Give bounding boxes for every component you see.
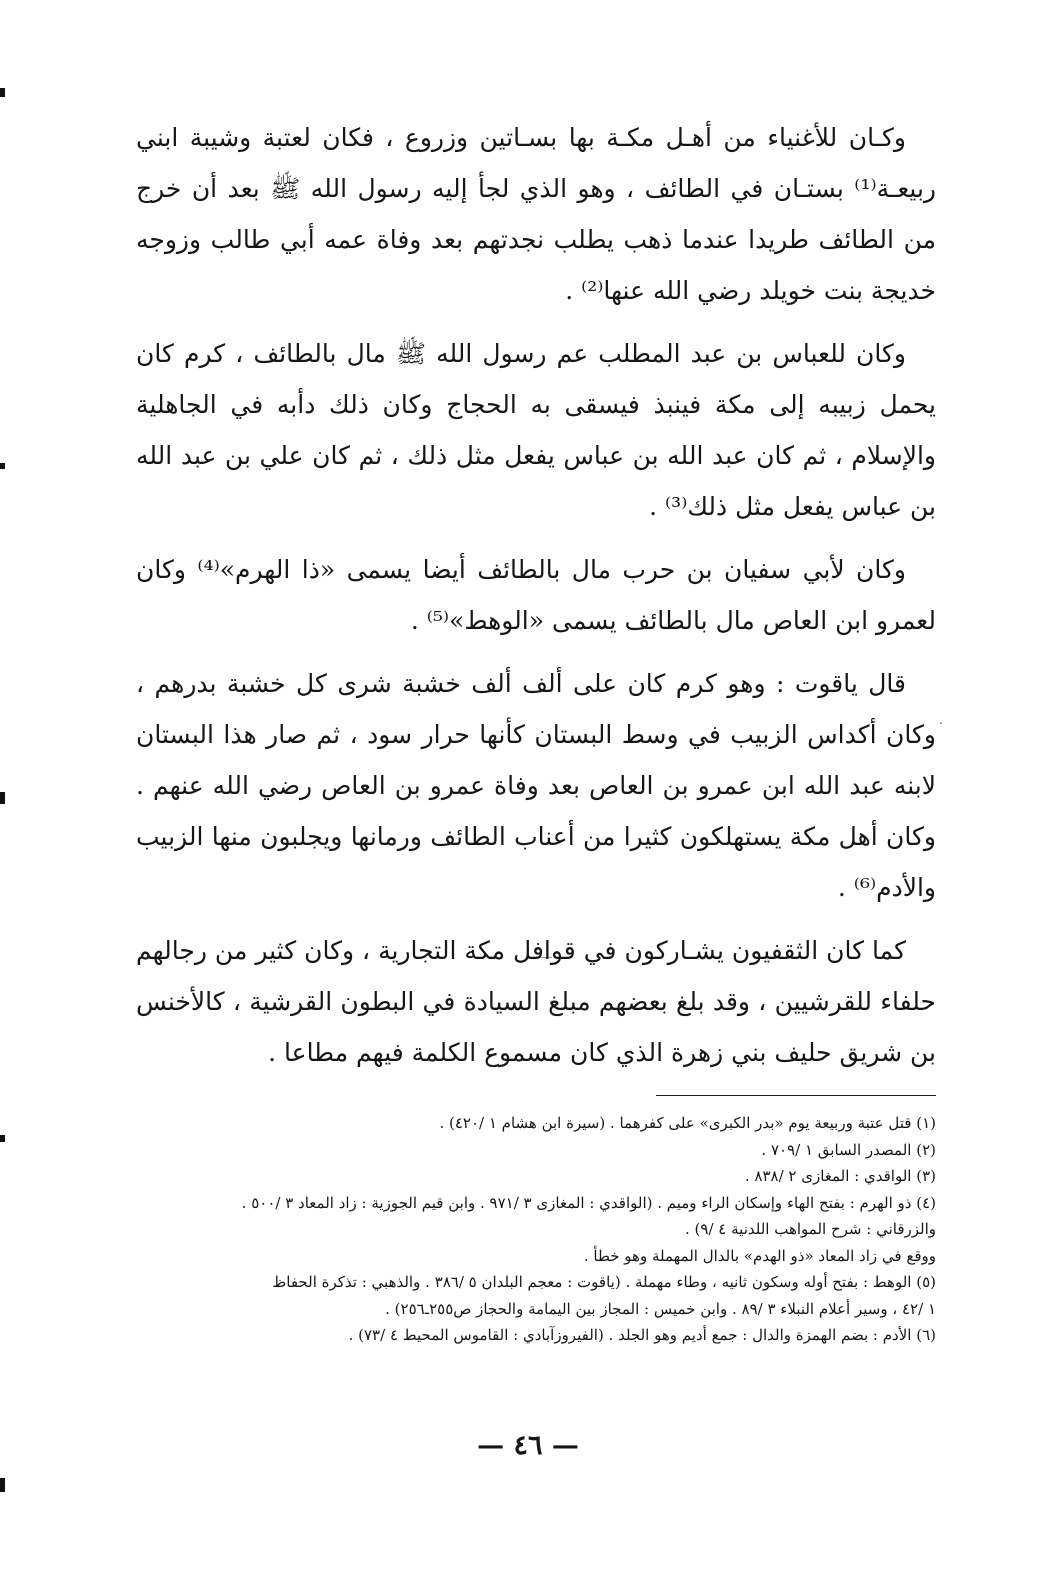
footnote: (١) قتل عتبة وربيعة يوم «بدر الكبرى» على كفرهما . (سيرة ابن هشام ١ /٤٢٠) . [439, 1114, 936, 1132]
footnote: (٦) الأدم : بضم الهمزة والدال : جمع أديم وهو الجلد . (الفيروزآبادي : القاموس المحيط ٤ /٧٣) . [348, 1326, 936, 1344]
footnote-continuation: والزرقاني : شرح المواهب اللدنية ٤ /٩) . [685, 1220, 936, 1238]
body-paragraph: وكان للعباس بن عبد المطلب عم رسول الله ﷺ مال بالطائف ، كرم كان يحمل زبيبه إلى مكة فينبذ فيسقى به الحجاج وكان ذلك دأبه في الجاهلية والإسلام ، ثم كان عبد الله بن عباس يفعل مثل ذلك ، ثم كان علي بن عبد الله بن عباس يفعل مثل ذلك⁽³⁾ . [136, 339, 936, 521]
body-paragraph: قال ياقوت : وهو كرم كان على ألف ألف خشبة شرى كل خشبة بدرهم ، وكان أكداس الزبيب في وسط البستان كأنها حرار سود ، ثم صار هذا البستان لابنه عبد الله ابن عمرو بن العاص بعد وفاة عمرو بن العاص رضي الله عنهم . وكان أهل مكة يستهلكون كثيرا من أعناب الطائف ورمانها ويجلبون منها الزبيب والأدم⁽⁶⁾ . [136, 669, 936, 902]
footnote: (٢) المصدر السابق ١ /٧٠٩ . [761, 1140, 936, 1159]
scan-edge-mark [0, 88, 5, 97]
body-paragraph: وكـان للأغنياء من أهـل مكـة بها بسـاتين وزروع ، فكان لعتبة وشيبة ابني ربيعـة⁽¹⁾ بستـان في الطائف ، وهو الذي لجأ إليه رسول الله ﷺ بعد أن خرج من الطائف طريدا عندما ذهب يطلب نجدتهم بعد وفاة عمه أبي طالب وزوجه خديجة بنت خويلد رضي الله عنها⁽²⁾ . [136, 123, 936, 305]
footnote-separator [656, 1095, 936, 1096]
main-text-body [136, 112, 936, 1090]
scan-edge-mark [0, 792, 5, 804]
body-paragraph: وكان لأبي سفيان بن حرب مال بالطائف أيضا يسمى «ذا الهرم»⁽⁴⁾ وكان لعمرو ابن العاص مال بالطائف يسمى «الوهط»⁽⁵⁾ . [136, 555, 936, 635]
footnote: (٤) ذو الهرم : بفتح الهاء وإسكان الراء وميم . (الواقدي : المغازى ٣ /٩٧١ . وابن قيم الجوزية : زاد المعاد ٣ /٥٠٠ . [241, 1193, 936, 1212]
scan-edge-mark [0, 463, 5, 469]
footnote-continuation: ووقع في زاد المعاد «ذو الهدم» بالدال المهملة وهو خطأ . [583, 1246, 936, 1265]
footnote-continuation: ١ /٤٢ ، وسير أعلام النبلاء ٣ /٨٩ . وابن خميس : المجاز بين اليمامة والحجاز ص٢٥٥ـ٢٥٦) . [385, 1299, 936, 1318]
footnotes-section [136, 1110, 936, 1349]
scan-edge-mark [0, 1478, 5, 1492]
scan-edge-mark [0, 1135, 5, 1142]
footnote: (٥) الوهط : بفتح أوله وسكون ثانيه ، وطاء مهملة . (ياقوت : معجم البلدان ٥ /٣٨٦ . والذهبي : تذكرة الحفاظ [272, 1273, 936, 1291]
scan-speck [940, 722, 942, 724]
body-paragraph: كما كان الثقفيون يشـاركون في قوافل مكة التجارية ، وكان كثير من رجالهم حلفاء للقرشيين ، وقد بلغ بعضهم مبلغ السيادة في البطون القرشية ، كالأخنس بن شريق حليف بني زهرة الذي كان مسموع الكلمة فيهم مطاعا . [136, 936, 936, 1067]
page-number: — ٤٦ — [477, 1430, 579, 1461]
footnote: (٣) الواقدي : المغازى ٢ /٨٣٨ . [744, 1167, 936, 1185]
